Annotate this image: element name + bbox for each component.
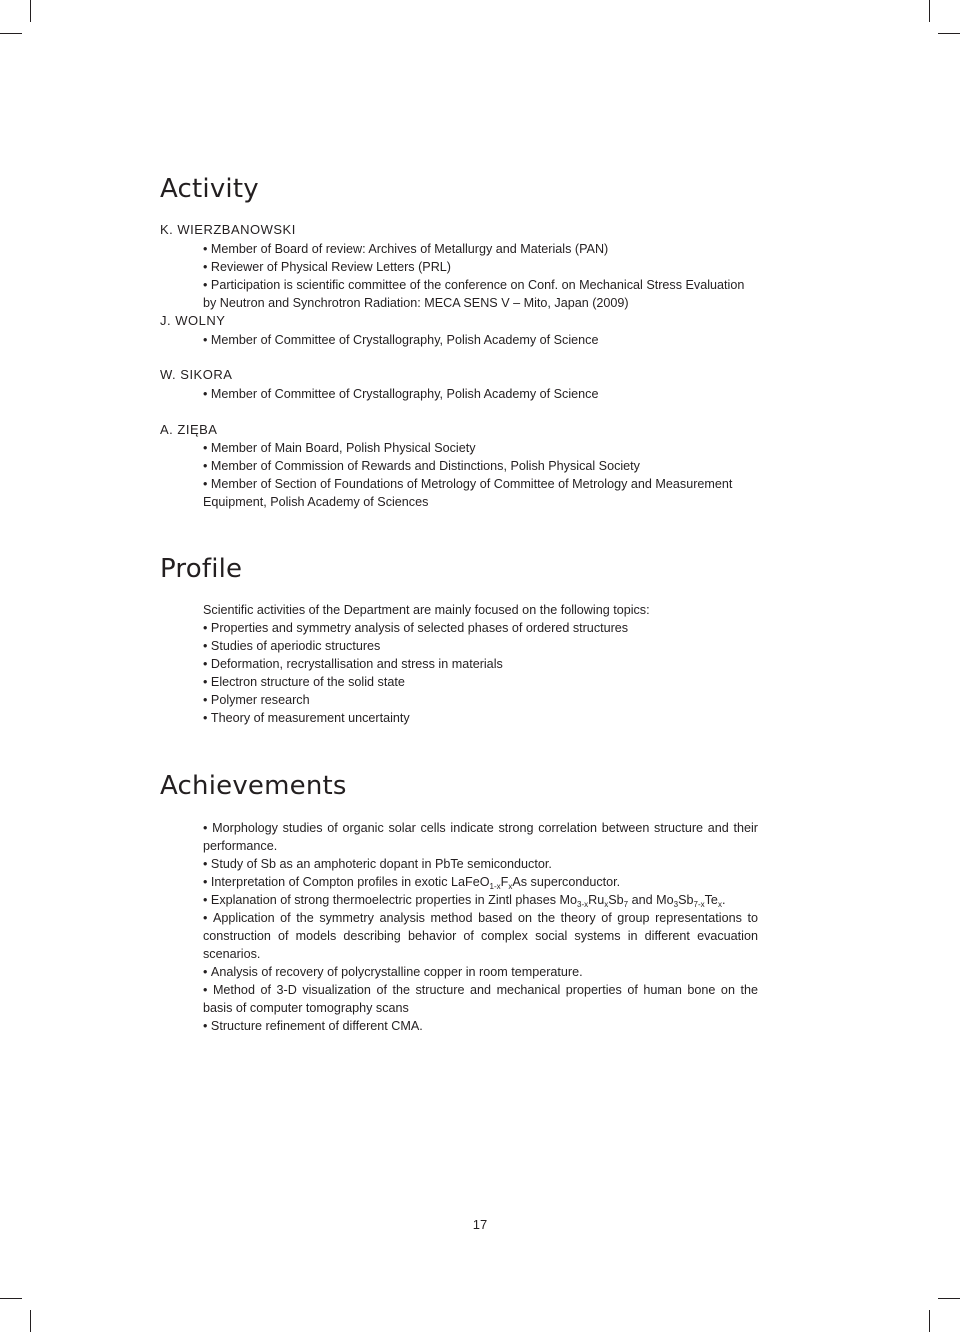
crop-mark-bottom-left-h (0, 1298, 22, 1299)
list-item: • Member of Committee of Crystallography, Polish Academy of Science (203, 385, 758, 403)
list-item: • Member of Main Board, Polish Physical Society (203, 439, 758, 457)
list-item: • Theory of measurement uncertainty (203, 709, 758, 727)
wolny-list (203, 331, 758, 349)
activity-title: Activity (160, 174, 259, 204)
list-item: • Studies of aperiodic structures (203, 637, 758, 655)
list-item: • Reviewer of Physical Review Letters (PRL) (203, 258, 758, 276)
list-item: • Polymer research (203, 691, 758, 709)
person-name-wierzbanowski: K. WIERZBANOWSKI (160, 222, 296, 237)
crop-mark-top-left (30, 0, 31, 22)
wierzbanowski-list (203, 240, 758, 312)
crop-mark-top-left-h (0, 33, 22, 34)
profile-intro: Scientific activities of the Department are mainly focused on the following topics: (203, 603, 650, 617)
list-item: • Member of Board of review: Archives of Metallurgy and Materials (PAN) (203, 240, 758, 258)
crop-mark-bottom-right-h (938, 1298, 960, 1299)
sikora-list (203, 385, 758, 403)
list-item: • Properties and symmetry analysis of selected phases of ordered structures (203, 619, 758, 637)
crop-mark-top-right (929, 0, 930, 22)
list-item: • Structure refinement of different CMA. (203, 1017, 758, 1035)
list-item: • Electron structure of the solid state (203, 673, 758, 691)
list-item: • Explanation of strong thermoelectric properties in Zintl phases $Mo_{3-x}Ru_xSb_7$ and $Mo_3Sb_{7-x}Te_x$. (203, 891, 758, 909)
zieba-list (203, 439, 758, 511)
crop-mark-bottom-left (30, 1310, 31, 1332)
person-name-wolny: J. WOLNY (160, 313, 226, 328)
crop-mark-bottom-right (929, 1310, 930, 1332)
list-item: • Application of the symmetry analysis method based on the theory of group representations to construction of models describing behavior of complex social systems in different evacuation scenarios. (203, 909, 758, 963)
list-item: • Method of 3-D visualization of the structure and mechanical properties of human bone on the basis of computer tomography scans (203, 981, 758, 1017)
list-item: • Member of Committee of Crystallography, Polish Academy of Science (203, 331, 758, 349)
achievements-title: Achievements (160, 771, 347, 801)
person-name-zieba: A. ZIĘBA (160, 422, 218, 437)
profile-title: Profile (160, 554, 243, 584)
list-item: • Study of Sb as an amphoteric dopant in PbTe semiconductor. (203, 855, 758, 873)
person-name-sikora: W. SIKORA (160, 367, 233, 382)
list-item: • Analysis of recovery of polycrystalline copper in room temperature. (203, 963, 758, 981)
list-item: • Deformation, recrystallisation and stress in materials (203, 655, 758, 673)
achievements-list (203, 819, 758, 1035)
crop-mark-top-right-h (938, 33, 960, 34)
list-item: • Interpretation of Compton profiles in exotic $LaFeO_{1-x}F_xAs$ superconductor. (203, 873, 758, 891)
list-item: • Member of Commission of Rewards and Distinctions, Polish Physical Society (203, 457, 758, 475)
profile-list (203, 601, 758, 727)
page-number: 17 (472, 1217, 488, 1232)
list-item: • Morphology studies of organic solar cells indicate strong correlation between structure and their performance. (203, 819, 758, 855)
profile-topics (203, 619, 758, 727)
list-item: • Participation is scientific committee of the conference on Conf. on Mechanical Stress Evaluation by Neutron and Synchrotron Radiation: MECA SENS V – Mito, Japan (2009) (203, 276, 758, 312)
list-item: • Member of Section of Foundations of Metrology of Committee of Metrology and Measurement Equipment, Polish Academy of Sciences (203, 475, 758, 511)
